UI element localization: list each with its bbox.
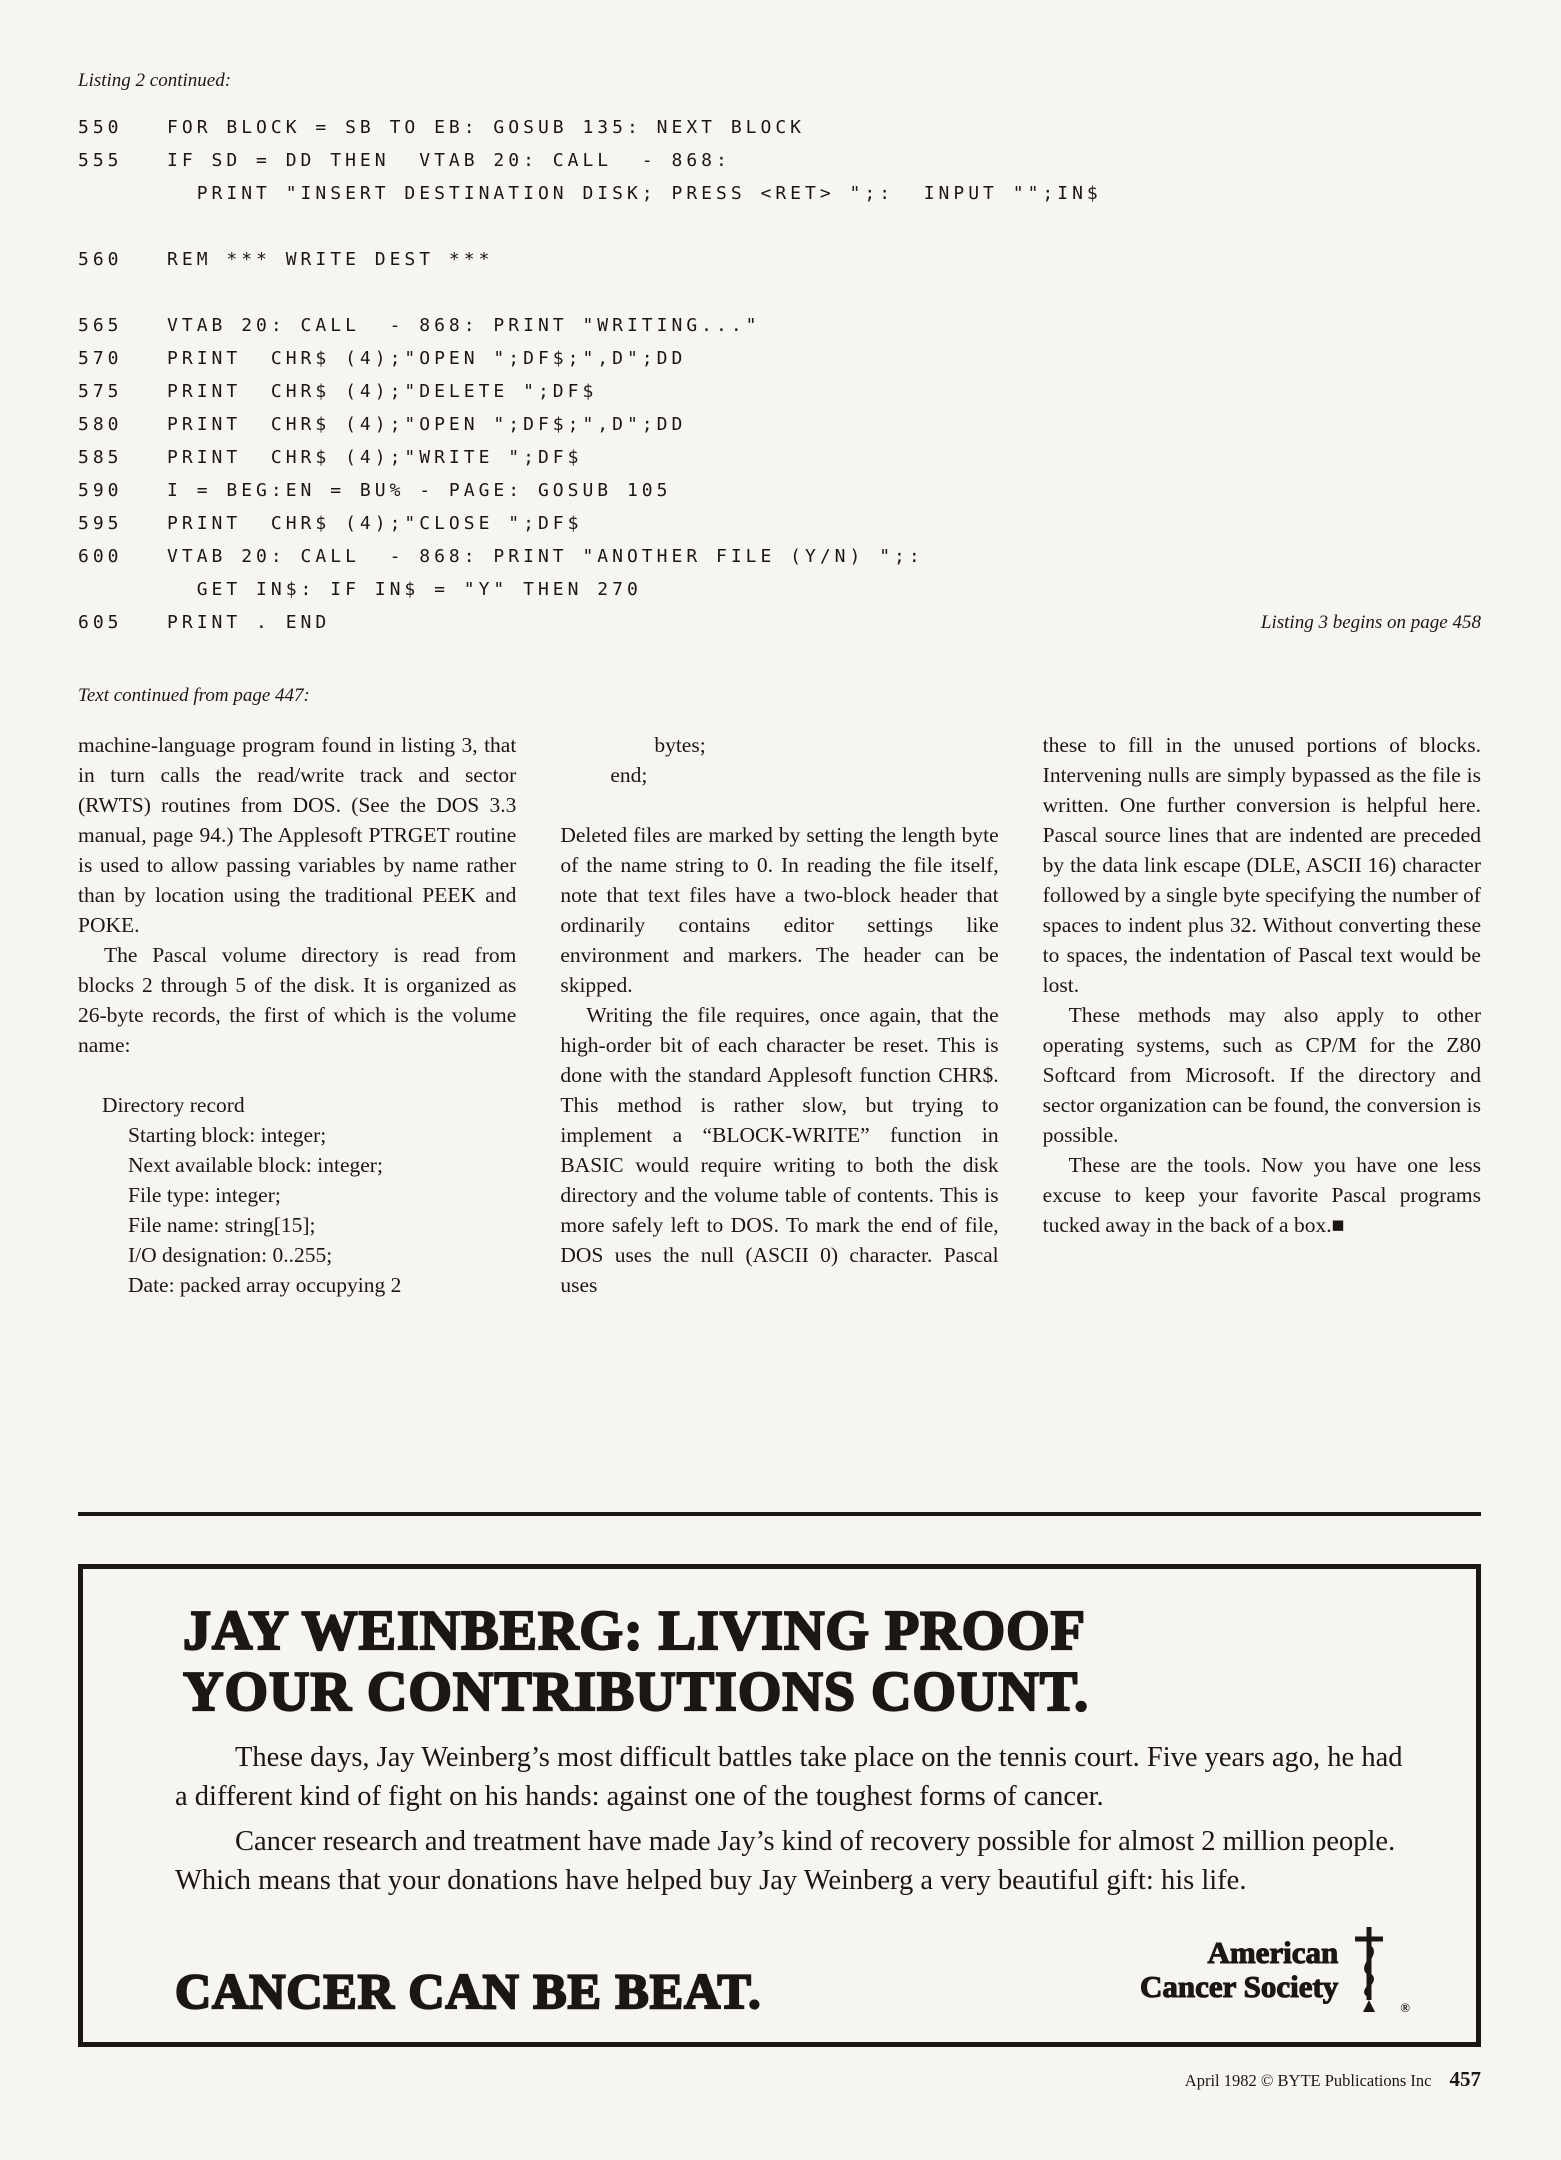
code-line: 600 VTAB 20: CALL - 868: PRINT "ANOTHER FILE (Y/N) ";: (78, 545, 924, 567)
code-line: 555 IF SD = DD THEN VTAB 20: CALL - 868: (78, 149, 731, 171)
paragraph: The Pascal volume directory is read from blocks 2 through 5 of the disk. It is organized as 26-byte records, the first of which is the volume name: (78, 942, 517, 1057)
article-columns (78, 730, 1481, 1456)
listing-note: Listing 3 begins on page 458 (1260, 612, 1481, 633)
ad-headline-line2: YOUR CONTRIBUTIONS COUNT. (183, 1661, 1090, 1724)
paragraph: machine-language program found in listing 3, that in turn calls the read/write track and sector (RWTS) routines from DOS. (See the DOS 3.3 manual, page 94.) The Applesoft PTRGET routine is used to allow passing variables by name rather than by location using the traditional PEEK and POKE. (78, 732, 517, 937)
article-column-1 (78, 730, 516, 1300)
paragraph: These are the tools. Now you have one less excuse to keep your favorite Pascal programs tucked away in the back of a box.■ (1042, 1152, 1481, 1237)
paragraph: Directory record (102, 1092, 245, 1117)
paragraph: File name: string[15]; (128, 1212, 316, 1237)
code-line: 595 PRINT CHR$ (4);"CLOSE ";DF$ (78, 512, 583, 534)
code-line: 560 REM *** WRITE DEST *** (78, 248, 494, 270)
ad-paragraph-1: These days, Jay Weinberg’s most difficult battles take place on the tennis court. Five years ago, he had a different kind of fight on his hands: against one of the toughest forms of cancer. (175, 1741, 1403, 1812)
paragraph: end; (610, 762, 648, 787)
code-line: 570 PRINT CHR$ (4);"OPEN ";DF$;",D";DD (78, 347, 687, 369)
paragraph: Starting block: integer; (128, 1122, 327, 1147)
ad-paragraph-2: Cancer research and treatment have made Jay’s kind of recovery possible for almost 2 million people. Which means that your donations have helped buy Jay Weinberg a very beautiful gift: his life. (175, 1825, 1396, 1896)
footer-text: April 1982 © BYTE Publications Inc (1184, 2070, 1432, 2090)
code-line (78, 276, 1481, 309)
code-line: PRINT "INSERT DESTINATION DISK; PRESS <RET> ";: INPUT "";IN$ (78, 182, 1102, 204)
paragraph: File type: integer; (128, 1182, 281, 1207)
code-line: 550 FOR BLOCK = SB TO EB: GOSUB 135: NEXT BLOCK (78, 116, 806, 138)
listing-continued-label: Listing 2 continued: (78, 70, 232, 91)
american-cancer-society-logo (1140, 1924, 1410, 2016)
paragraph: Date: packed array occupying 2 (128, 1272, 402, 1297)
code-line: 580 PRINT CHR$ (4);"OPEN ";DF$;",D";DD (78, 413, 687, 435)
ad-cancer-society (78, 1564, 1481, 2047)
code-line: 605 PRINT . END (78, 611, 331, 633)
code-line: 585 PRINT CHR$ (4);"WRITE ";DF$ (78, 446, 583, 468)
registered-mark: ® (1400, 1999, 1410, 2015)
article-column-2 (560, 730, 998, 1300)
ad-headline-line1: JAY WEINBERG: LIVING PROOF (183, 1599, 1086, 1662)
code-line: 565 VTAB 20: CALL - 868: PRINT "WRITING..." (78, 314, 761, 336)
section-divider (78, 1512, 1481, 1516)
ad-slogan: CANCER CAN BE BEAT. (175, 1962, 762, 2019)
sword-icon (1350, 1924, 1388, 2016)
ad-bottom-row (143, 1924, 1420, 2019)
paragraph: these to fill in the unused portions of blocks. Intervening nulls are simply bypassed as the file is written. One further conversion is helpful here. Pascal source lines that are indented are preceded by the data link escape (DLE, ASCII 16) character followed by a single byte specifying the number of spaces to indent plus 32. Without converting these to spaces, the indentation of Pascal text would be lost. (1042, 732, 1481, 997)
paragraph: Deleted files are marked by setting the length byte of the name string to 0. In reading the file itself, note that text files have a two-block header that ordinarily contains editor settings like environment and markers. The header can be skipped. (560, 822, 999, 997)
text-continued-label: Text continued from page 447: (78, 684, 310, 706)
paragraph: Writing the file requires, once again, that the high-order bit of each character be reset. This is done with the standard Applesoft function CHR$. This method is rather slow, but trying to implement a “BLOCK-WRITE” function in BASIC would require writing to both the disk directory and the volume table of contents. This is more safely left to DOS. To mark the end of file, DOS uses the null (ASCII 0) character. Pascal uses (560, 1002, 999, 1297)
article-column-3 (1043, 730, 1481, 1240)
code-line: 590 I = BEG:EN = BU% - PAGE: GOSUB 105 (78, 479, 672, 501)
acs-logo-text (1140, 1936, 1338, 2003)
ad-headline (183, 1601, 1420, 1724)
code-listing (78, 111, 1481, 639)
code-line (78, 210, 1481, 243)
paragraph: bytes; (654, 732, 706, 757)
acs-logo-line1: American (1207, 1935, 1339, 1971)
paragraph: I/O designation: 0..255; (128, 1242, 333, 1267)
paragraph: These methods may also apply to other operating systems, such as CP/M for the Z80 Softcard from Microsoft. If the directory and sector organization can be found, the conversion is possible. (1042, 1002, 1481, 1147)
page-footer (78, 2067, 1481, 2092)
code-line: GET IN$: IF IN$ = "Y" THEN 270 (78, 578, 642, 600)
page-number: 457 (1449, 2066, 1481, 2091)
acs-logo-line2: Cancer Society (1139, 1968, 1339, 2004)
code-listing-wrap (78, 111, 1481, 639)
code-line: 575 PRINT CHR$ (4);"DELETE ";DF$ (78, 380, 598, 402)
paragraph: Next available block: integer; (128, 1152, 383, 1177)
